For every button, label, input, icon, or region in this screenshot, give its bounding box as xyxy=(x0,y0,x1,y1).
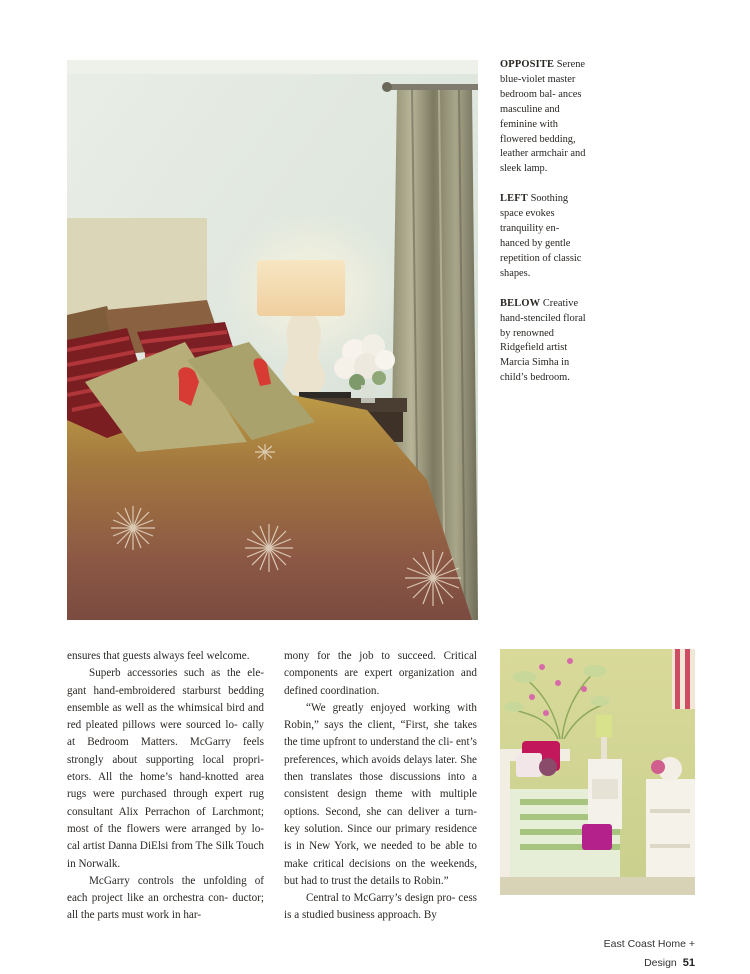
paragraph: Central to McGarry’s design pro- cess is a studied business approach. By xyxy=(284,892,477,922)
paragraph: Superb accessories such as the ele- gant hand-embroidered starburst bedding ensemble as well as the whimsical bird and red pleated pillows were sourced lo- cally at Bedroom Matters. McGarry feels strongly about supporting local propri- etors. All the home’s hand-knotted area rugs were purchased through expert rug consultant Alix Perrachon of Larchmont; most of the flowers were arranged by lo- cal artist Danna DiElsi from The Silk Touch in Norwalk. xyxy=(67,667,264,870)
paragraph: ensures that guests always feel welcome. xyxy=(67,650,250,662)
caption-text: Creative hand-stenciled floral by renowned Ridgefield artist Marcia Simha in child’s bedroom. xyxy=(500,297,586,384)
caption-opposite xyxy=(500,58,590,177)
paragraph: McGarry controls the unfolding of each project like an orchestra con- ductor; all the parts must work in har- xyxy=(67,874,264,922)
caption-lead: LEFT xyxy=(500,193,528,205)
caption-text: Soothing space evokes tranquility en- hanced by gentle repetition of classic shapes. xyxy=(500,193,582,279)
article-column-left xyxy=(67,648,264,925)
caption-lead: OPPOSITE xyxy=(500,59,555,70)
paragraph: “We greatly enjoyed working with Robin,” says the client, “First, she takes the time upfront to understand the cli- ent’s preferences, which avoids delays later. She then translates those discussions into a consistent design theme with multiple options. Second, she can deliver a turn- key solution. Since our primary residence is in New York, we needed to be able to make critical decisions on the weekends, but had to trust the details to Robin.” xyxy=(284,701,477,887)
photo-captions xyxy=(500,58,590,401)
caption-below xyxy=(500,297,590,386)
paragraph: mony for the job to succeed. Critical components are expert organization and defined coordination. xyxy=(284,650,477,697)
page-number: 51 xyxy=(682,957,695,969)
page-footer xyxy=(555,932,695,969)
childs-bedroom-photo xyxy=(500,649,695,895)
master-bedroom-photo xyxy=(67,60,478,620)
caption-left xyxy=(500,192,590,281)
caption-lead: BELOW xyxy=(500,297,541,309)
article-column-right xyxy=(284,648,477,925)
magazine-name: East Coast Home + Design xyxy=(603,938,695,969)
caption-text: Serene blue-violet master bedroom bal- ances masculine and feminine with flowered bedding, leather armchair and sleek lamp. xyxy=(500,59,586,175)
